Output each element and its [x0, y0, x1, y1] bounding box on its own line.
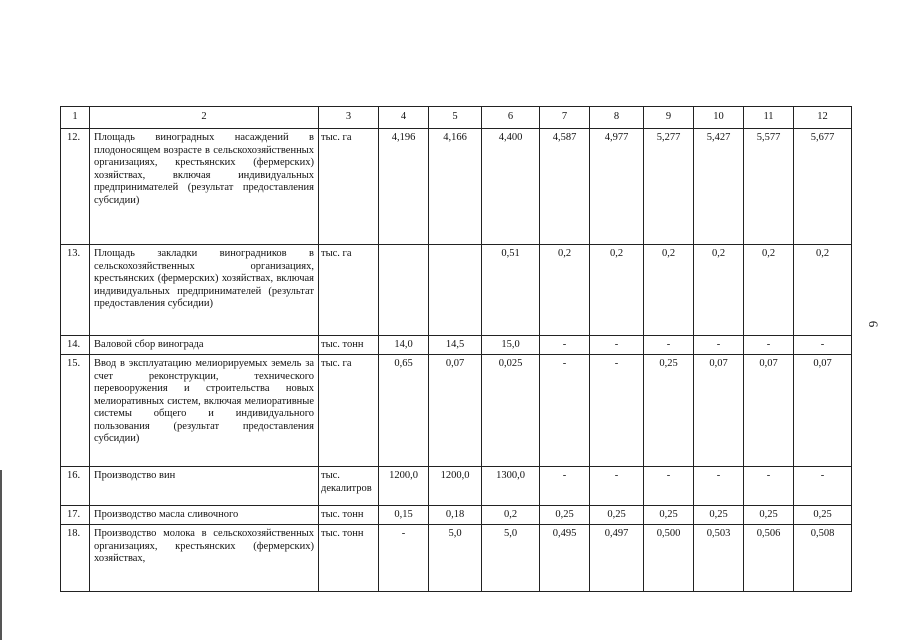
value-cell: 4,400	[482, 129, 540, 245]
value-cell: 1300,0	[482, 467, 540, 506]
header-cell: 10	[694, 107, 744, 129]
header-cell: 1	[61, 107, 90, 129]
value-cell: 1200,0	[429, 467, 482, 506]
value-cell: 5,0	[482, 525, 540, 592]
value-cell: 14,5	[429, 336, 482, 355]
value-cell: 5,677	[794, 129, 852, 245]
value-cell: 0,15	[379, 506, 429, 525]
header-cell: 8	[590, 107, 644, 129]
indicator-name-cell: Ввод в эксплуатацию мелиорируемых земель за счет реконструкции, технического перевооружения и строительства новых мелиоративных систем, включая мелиоративные системы общего и индивидуального пользования (результат предоставления субсидии)	[90, 355, 319, 467]
value-cell: 4,196	[379, 129, 429, 245]
header-cell: 11	[744, 107, 794, 129]
value-cell	[429, 245, 482, 336]
header-cell: 2	[90, 107, 319, 129]
value-cell: -	[379, 525, 429, 592]
value-cell: 4,587	[540, 129, 590, 245]
value-cell: -	[590, 336, 644, 355]
value-cell: -	[540, 355, 590, 467]
value-cell: -	[744, 467, 794, 506]
table-row	[61, 355, 852, 467]
indicator-name-cell: Площадь виноградных насаждений в плодоносящем возрасте в сельскохозяйственных организациях, крестьянских (фермерских) хозяйствах, включая индивидуальных предпринимателей (результат предоставления субсидии)	[90, 129, 319, 245]
value-cell: 0,18	[429, 506, 482, 525]
value-cell: 0,25	[644, 355, 694, 467]
value-cell: 0,25	[590, 506, 644, 525]
header-cell: 6	[482, 107, 540, 129]
value-cell: 0,2	[794, 245, 852, 336]
header-cell: 7	[540, 107, 590, 129]
value-cell: 0,07	[744, 355, 794, 467]
value-cell: -	[590, 467, 644, 506]
unit-cell: тыс. тонн	[319, 525, 379, 592]
value-cell: -	[694, 467, 744, 506]
value-cell: 4,166	[429, 129, 482, 245]
value-cell: -	[744, 336, 794, 355]
unit-cell: тыс. га	[319, 129, 379, 245]
value-cell: 0,2	[744, 245, 794, 336]
unit-cell: тыс. га	[319, 245, 379, 336]
value-cell: 5,0	[429, 525, 482, 592]
value-cell: 0,25	[644, 506, 694, 525]
value-cell: 1200,0	[379, 467, 429, 506]
value-cell: 0,2	[694, 245, 744, 336]
value-cell: 5,277	[644, 129, 694, 245]
value-cell: 0,2	[590, 245, 644, 336]
value-cell: 0,07	[794, 355, 852, 467]
value-cell: 0,2	[482, 506, 540, 525]
row-number-cell: 13.	[61, 245, 90, 336]
value-cell: 0,497	[590, 525, 644, 592]
value-cell: -	[794, 336, 852, 355]
value-cell: 5,577	[744, 129, 794, 245]
table-row	[61, 506, 852, 525]
unit-cell: тыс. тонн	[319, 506, 379, 525]
value-cell: -	[590, 355, 644, 467]
header-cell: 3	[319, 107, 379, 129]
page-edge	[0, 470, 2, 640]
value-cell: 15,0	[482, 336, 540, 355]
table-row	[61, 525, 852, 592]
value-cell: 0,500	[644, 525, 694, 592]
value-cell: -	[644, 336, 694, 355]
value-cell: -	[540, 336, 590, 355]
table-row	[61, 467, 852, 506]
value-cell: -	[644, 467, 694, 506]
value-cell: -	[694, 336, 744, 355]
indicator-name-cell: Производство молока в сельскохозяйственных организациях, крестьянских (фермерских) хозяйствах,	[90, 525, 319, 592]
row-number-cell: 16.	[61, 467, 90, 506]
value-cell: 0,65	[379, 355, 429, 467]
value-cell: 0,07	[694, 355, 744, 467]
value-cell: 0,07	[429, 355, 482, 467]
value-cell: 5,427	[694, 129, 744, 245]
value-cell: 0,2	[644, 245, 694, 336]
value-cell: 0,508	[794, 525, 852, 592]
row-number-cell: 18.	[61, 525, 90, 592]
value-cell: 0,51	[482, 245, 540, 336]
value-cell: 14,0	[379, 336, 429, 355]
value-cell: 0,25	[744, 506, 794, 525]
value-cell: 0,495	[540, 525, 590, 592]
header-cell: 4	[379, 107, 429, 129]
row-number-cell: 12.	[61, 129, 90, 245]
row-number-cell: 17.	[61, 506, 90, 525]
value-cell: 0,025	[482, 355, 540, 467]
header-cell: 9	[644, 107, 694, 129]
value-cell: 0,503	[694, 525, 744, 592]
value-cell	[379, 245, 429, 336]
unit-cell: тыс. тонн	[319, 336, 379, 355]
value-cell: 0,25	[540, 506, 590, 525]
row-number-cell: 15.	[61, 355, 90, 467]
value-cell: 0,25	[694, 506, 744, 525]
indicator-table	[60, 106, 852, 592]
value-cell: 0,506	[744, 525, 794, 592]
header-cell: 5	[429, 107, 482, 129]
row-number-cell: 14.	[61, 336, 90, 355]
indicator-name-cell: Производство масла сливочного	[90, 506, 319, 525]
indicator-name-cell: Производство вин	[90, 467, 319, 506]
indicator-name-cell: Площадь закладки виноградников в сельскохозяйственных организациях, крестьянских (фермерских) хозяйствах, включая индивидуальных предпринимателей (результат предоставления субсидии)	[90, 245, 319, 336]
page-number: 6	[866, 320, 881, 328]
table-row	[61, 129, 852, 245]
unit-cell: тыс. га	[319, 355, 379, 467]
value-cell: -	[794, 467, 852, 506]
table-header-row	[61, 107, 852, 129]
table-row	[61, 336, 852, 355]
value-cell: -	[540, 467, 590, 506]
table-row	[61, 245, 852, 336]
indicator-name-cell: Валовой сбор винограда	[90, 336, 319, 355]
header-cell: 12	[794, 107, 852, 129]
unit-cell: тыс. декалитров	[319, 467, 379, 506]
value-cell: 0,2	[540, 245, 590, 336]
value-cell: 4,977	[590, 129, 644, 245]
value-cell: 0,25	[794, 506, 852, 525]
